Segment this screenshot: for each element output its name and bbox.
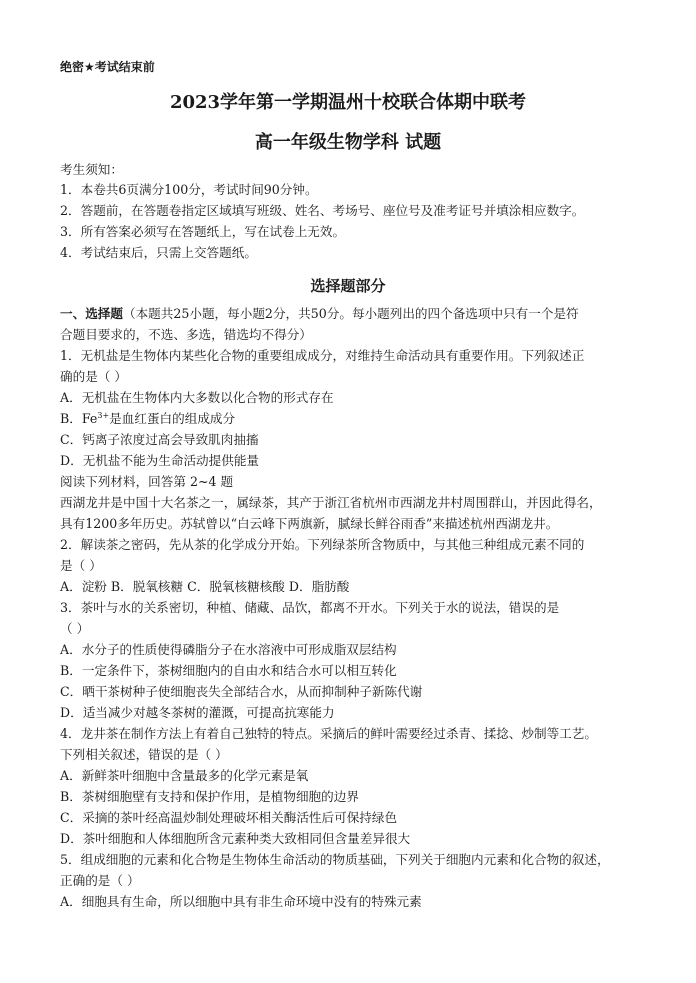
question-stem: 2．解读茶之密码，先从茶的化学成分开始。下列绿茶所含物质中，与其他三种组成元素不同的	[60, 537, 585, 552]
section-intro	[60, 304, 579, 324]
notice-item: 2．答题前，在答题卷指定区域填写班级、姓名、考场号、座位号及准考证号并填涂相应数字。	[60, 203, 585, 218]
option-a: A．新鲜茶叶细胞中含量最多的化学元素是氧	[60, 768, 309, 783]
question-stem: 是（ ）	[60, 558, 102, 573]
notice-heading: 考生须知：	[60, 162, 123, 177]
confidential-mark: 绝密★考试结束前	[60, 60, 155, 74]
option-b: B．一定条件下，茶树细胞内的自由水和结合水可以相互转化	[60, 663, 397, 678]
option-b-prefix: B．Fe	[60, 411, 98, 426]
section-intro-label: 一、选择题	[60, 306, 123, 321]
option-a: A．水分子的性质使得磷脂分子在水溶液中可形成脂双层结构	[60, 642, 397, 657]
question-stem: 正确的是（ ）	[60, 873, 140, 888]
question-stem: 1．无机盐是生物体内某些化合物的重要组成成分，对维持生命活动具有重要作用。下列叙述正	[60, 348, 585, 363]
question-stem: 4．龙井茶在制作方法上有着自己独特的特点。采摘后的鲜叶需要经过杀青、揉捻、炒制等工艺。	[60, 726, 597, 741]
option-b-text: 是血红蛋白的组成成分	[109, 411, 236, 426]
question-stem: 确的是（ ）	[60, 369, 127, 384]
material-intro: 阅读下列材料，回答第 2~4 题	[60, 474, 234, 489]
question-stem: 5．组成细胞的元素和化合物是生物体生命活动的物质基础，下列关于细胞内元素和化合物的叙述，	[60, 852, 610, 867]
section-intro-text: （本题共25小题，每小题2分，共50分。每小题列出的四个备选项中只有一个是符	[122, 306, 579, 321]
ion-charge: 3+	[97, 410, 110, 420]
option-d: D．适当减少对越冬茶树的灌溉，可提高抗寒能力	[60, 705, 335, 720]
exam-subtitle: 高一年级生物学科 试题	[254, 132, 442, 153]
section-title: 选择题部分	[310, 277, 386, 295]
question-stem: 下列相关叙述，错误的是（ ）	[60, 747, 228, 762]
option-c: C．晒干茶树种子使细胞丧失全部结合水，从而抑制种子新陈代谢	[60, 684, 423, 699]
option-a: A．细胞具有生命，所以细胞中具有非生命环境中没有的特殊元素	[60, 894, 422, 909]
notice-item: 1．本卷共6页满分100分，考试时间90分钟。	[60, 182, 318, 197]
option-c: C．钙离子浓度过高会导致肌肉抽搐	[60, 432, 259, 447]
material-text: 具有1200多年历史。苏轼曾以“白云峰下两旗新，腻绿长鲜谷雨香”来描述杭州西湖龙井。	[60, 516, 559, 531]
option-d: D．茶叶细胞和人体细胞所含元素种类大致相同但含量差异很大	[60, 831, 411, 846]
material-text: 西湖龙井是中国十大名茶之一，属绿茶，其产于浙江省杭州市西湖龙井村周围群山，并因此得名，	[60, 495, 602, 510]
option-d: D．无机盐不能为生命活动提供能量	[60, 453, 260, 468]
section-intro-line2: 合题目要求的，不选、多选，错选均不得分）	[60, 327, 312, 342]
option-b: B．茶树细胞壁有支持和保护作用，是植物细胞的边界	[60, 789, 359, 804]
exam-title: 2023学年第一学期温州十校联合体期中联考	[169, 92, 527, 113]
option-c: C．采摘的茶叶经高温炒制处理破坏相关酶活性后可保持绿色	[60, 810, 398, 825]
notice-item: 3．所有答案必须写在答题纸上，写在试卷上无效。	[60, 224, 346, 239]
option-a: A．无机盐在生物体内大多数以化合物的形式存在	[60, 390, 334, 405]
options-inline: A．淀粉 B．脱氧核糖 C．脱氧核糖核酸 D．脂肪酸	[60, 579, 350, 594]
question-stem: （ ）	[60, 621, 90, 636]
question-stem: 3．茶叶与水的关系密切，种植、储藏、品饮，都离不开水。下列关于水的说法，错误的是	[60, 600, 560, 615]
notice-item: 4．考试结束后，只需上交答题纸。	[60, 245, 257, 260]
option-b	[60, 409, 235, 429]
